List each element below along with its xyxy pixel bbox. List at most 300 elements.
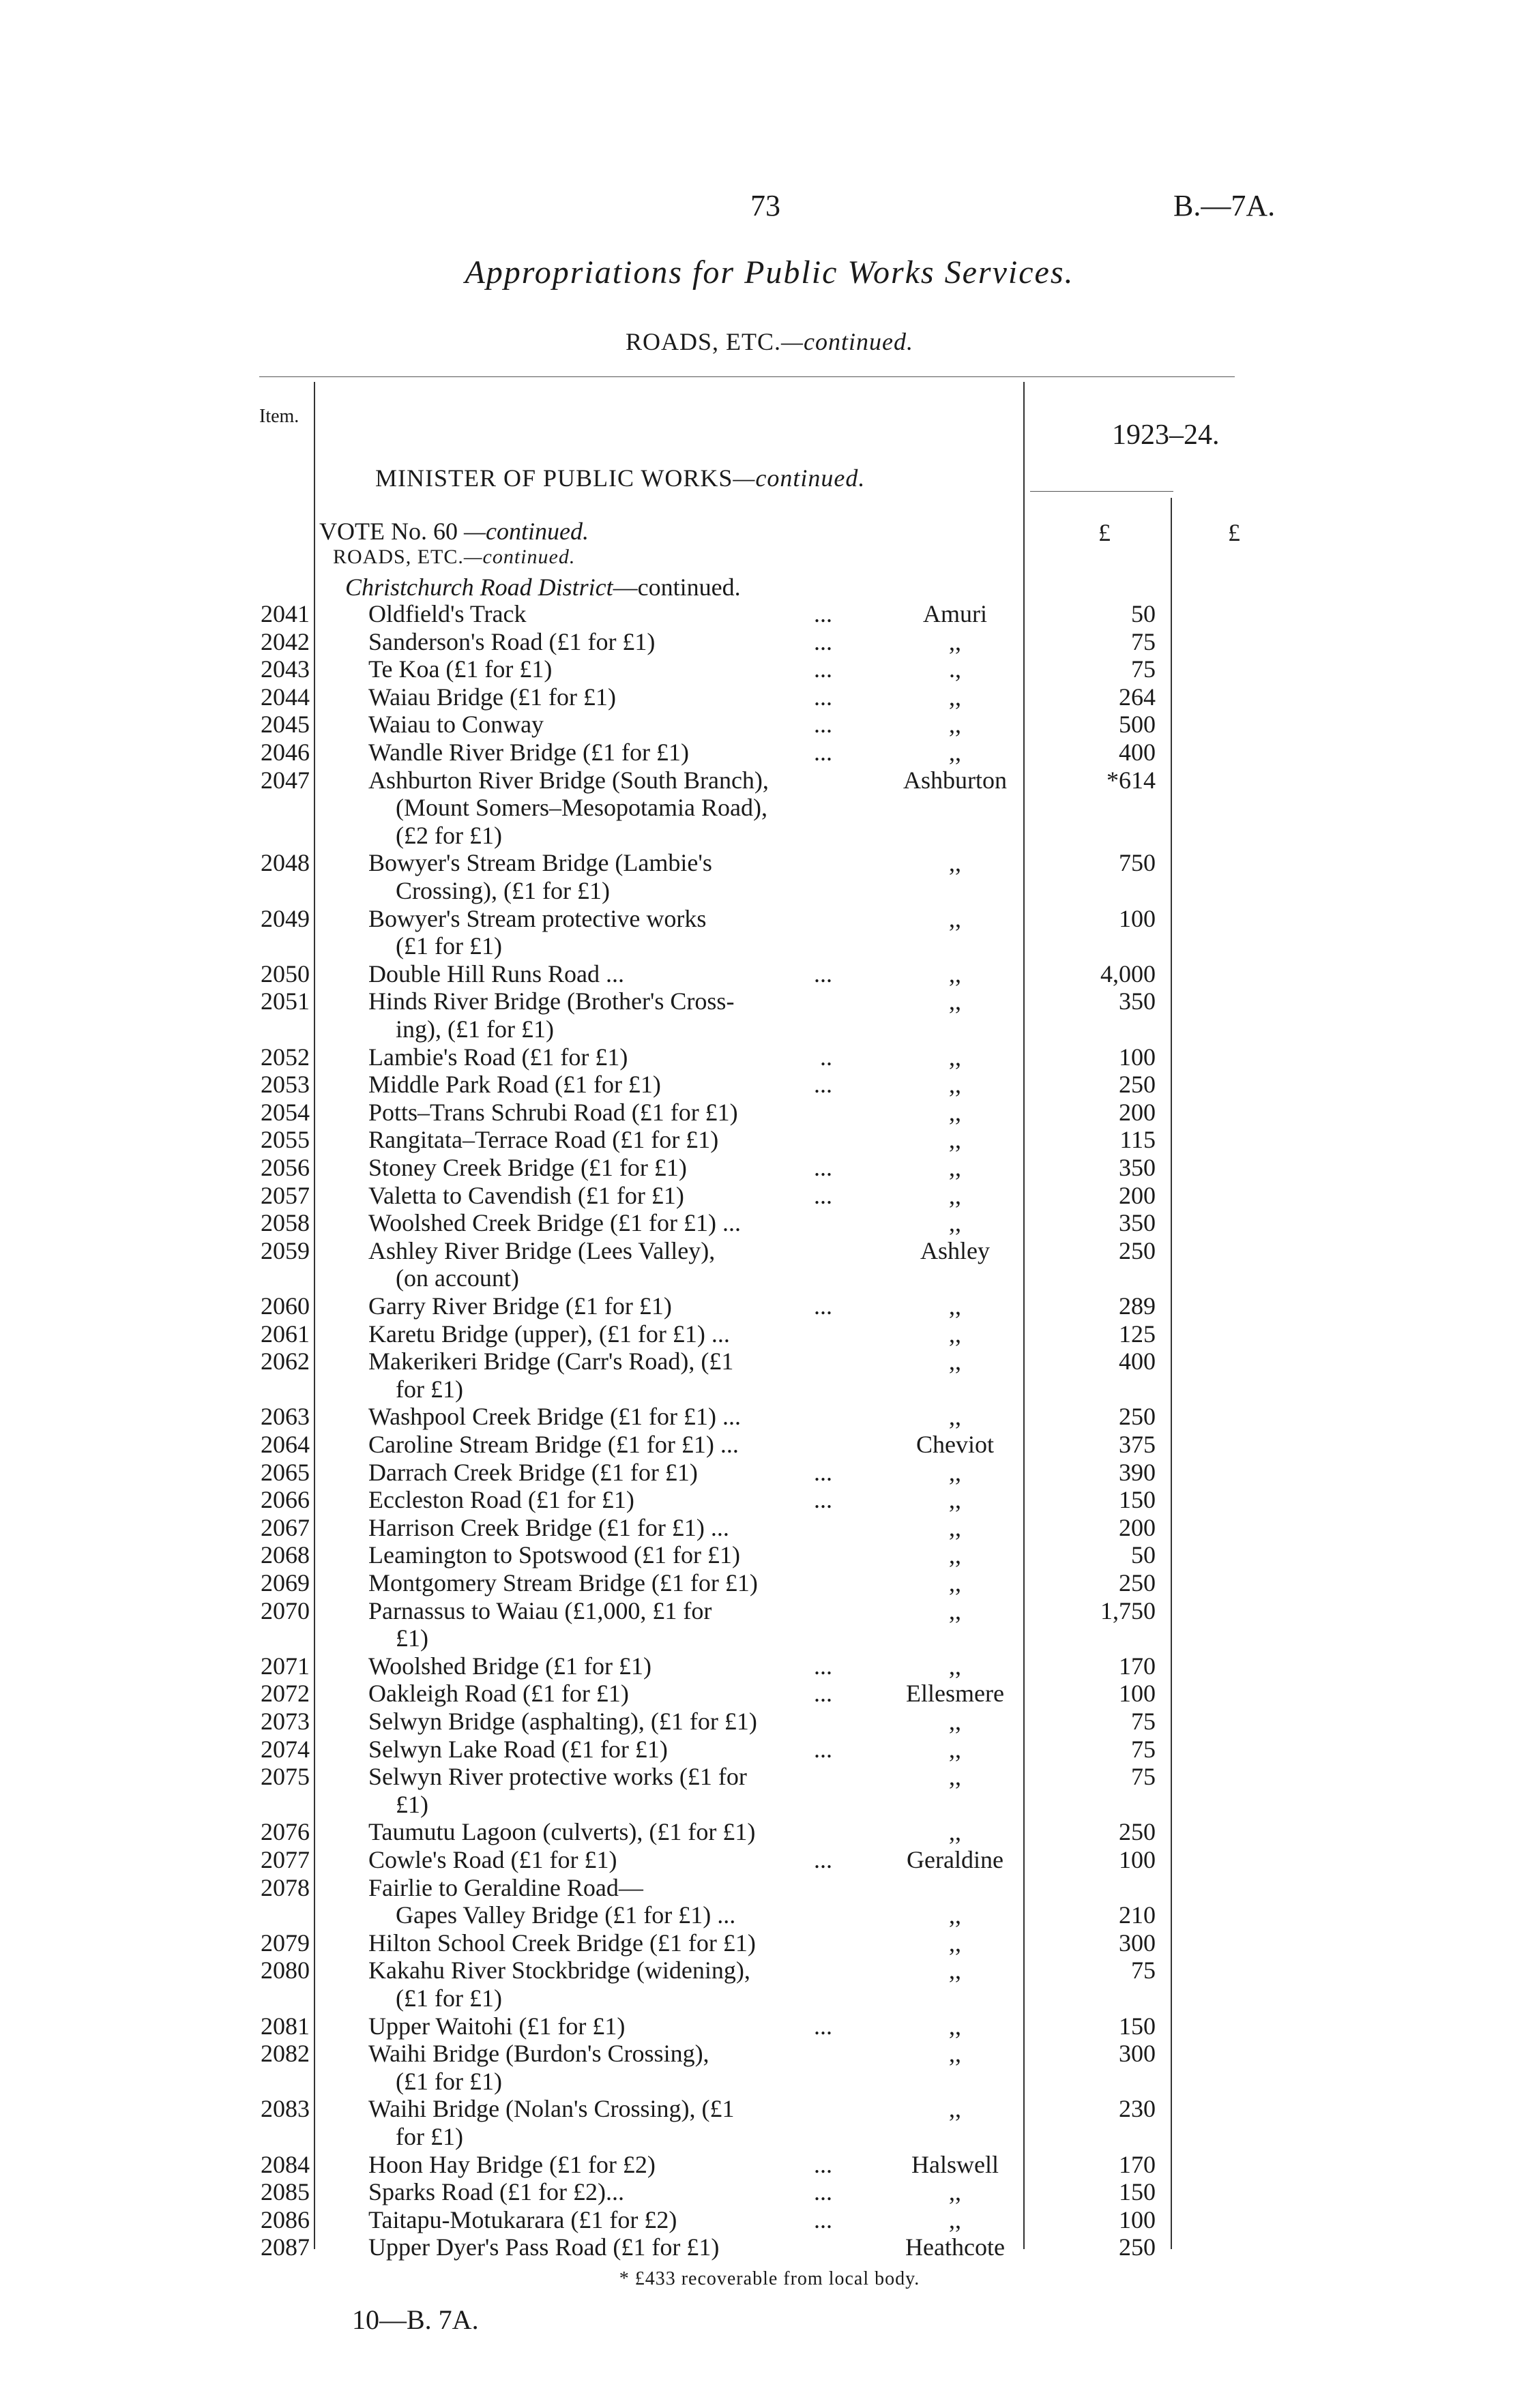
item-description-line: Middle Park Road (£1 for £1) [368, 1071, 661, 1099]
district-heading [345, 573, 741, 601]
subhead-heading [333, 546, 575, 569]
item-number: 2076 [261, 1818, 310, 1846]
table-row [0, 1736, 1539, 1763]
item-description-line: Washpool Creek Bridge (£1 for £1) ... [368, 1403, 741, 1431]
leader-dots: ... [814, 2012, 832, 2040]
table-row-continuation [0, 1901, 1539, 1929]
item-place: ,, [949, 1348, 961, 1376]
item-description-line: (£1 for £1) [396, 1985, 502, 2012]
item-number: 2045 [261, 711, 310, 739]
item-number: 2072 [261, 1680, 310, 1708]
table-row [0, 655, 1539, 683]
item-number: 2066 [261, 1486, 310, 1514]
item-place: ,, [949, 960, 961, 987]
item-amount: 75 [1131, 655, 1156, 683]
item-number: 2078 [261, 1873, 310, 1901]
footnote: * £433 recoverable from local body. [619, 2268, 920, 2289]
item-amount: 200 [1119, 1513, 1156, 1541]
currency-symbol-2: £ [1228, 519, 1240, 546]
table-row [0, 600, 1539, 627]
leader-dots: ... [814, 1680, 832, 1708]
item-place: ,, [949, 1154, 961, 1181]
item-description-line: Oldfield's Track [368, 600, 527, 627]
item-description-line: Potts–Trans Schrubi Road (£1 for £1) [368, 1098, 738, 1126]
item-description-line: Stoney Creek Bridge (£1 for £1) [368, 1154, 687, 1181]
item-number: 2041 [261, 600, 310, 627]
item-amount: 230 [1119, 2095, 1156, 2123]
item-place: ,, [949, 2178, 961, 2206]
item-place: Cheviot [916, 1431, 994, 1458]
leader-dots: ... [814, 1292, 832, 1320]
item-amount: 150 [1119, 2178, 1156, 2206]
item-number: 2046 [261, 739, 310, 766]
item-amount: 289 [1119, 1292, 1156, 1320]
item-place: Heathcote [905, 2233, 1005, 2261]
table-row [0, 1431, 1539, 1458]
leader-dots: ... [814, 1154, 832, 1181]
year-column-header: 1923–24. [1112, 419, 1220, 451]
item-amount: 300 [1119, 2040, 1156, 2068]
leader-dots: ... [814, 600, 832, 627]
item-place: ,, [949, 1652, 961, 1680]
table-row [0, 1126, 1539, 1153]
item-description-line: Gapes Valley Bridge (£1 for £1) ... [396, 1901, 736, 1929]
item-description-line: (Mount Somers–Mesopotamia Road), [396, 794, 767, 822]
table-row-continuation [0, 1264, 1539, 1292]
item-description-line: Upper Waitohi (£1 for £1) [368, 2012, 626, 2040]
leader-dots: ... [814, 1458, 832, 1486]
item-number: 2052 [261, 1043, 310, 1071]
item-amount: 100 [1119, 904, 1156, 932]
subhead-heading-text: ROADS, ETC. [333, 546, 464, 568]
table-row [0, 1071, 1539, 1098]
item-amount: 4,000 [1100, 960, 1156, 987]
item-number: 2083 [261, 2095, 310, 2123]
item-description-line: Karetu Bridge (upper), (£1 for £1) ... [368, 1320, 730, 1348]
leader-dots: ... [814, 655, 832, 683]
item-place: ,, [949, 1901, 961, 1929]
item-number: 2057 [261, 1181, 310, 1209]
item-description-line: Lambie's Road (£1 for £1) [368, 1043, 628, 1071]
leader-dots: ... [814, 2150, 832, 2178]
item-number: 2064 [261, 1431, 310, 1458]
item-description-line: Darrach Creek Bridge (£1 for £1) [368, 1458, 698, 1486]
section-title-text: ROADS, ETC. [625, 328, 782, 355]
leader-dots: ... [814, 2205, 832, 2233]
item-number: 2071 [261, 1652, 310, 1680]
leader-dots: ... [814, 1486, 832, 1514]
item-amount: 350 [1119, 987, 1156, 1015]
leader-dots: ... [814, 627, 832, 655]
item-description-line: (£1 for £1) [396, 2067, 502, 2095]
item-amount: 250 [1119, 1236, 1156, 1264]
table-row [0, 960, 1539, 987]
item-place: Halswell [911, 2150, 999, 2178]
item-description-line: Waihi Bridge (Nolan's Crossing), (£1 [368, 2095, 735, 2123]
table-row [0, 2233, 1539, 2261]
item-amount: 100 [1119, 1680, 1156, 1708]
table-row [0, 1403, 1539, 1430]
item-amount: 115 [1119, 1126, 1156, 1154]
item-description-line: (on account) [396, 1264, 519, 1292]
table-row [0, 711, 1539, 738]
vote-heading-text: VOTE No. 60 [319, 518, 458, 545]
item-number: 2044 [261, 683, 310, 711]
item-place: ,, [949, 1708, 961, 1735]
leader-dots: ... [814, 739, 832, 766]
item-number: 2070 [261, 1596, 310, 1624]
item-amount: 50 [1131, 1541, 1156, 1569]
item-amount: 350 [1119, 1209, 1156, 1237]
item-description-line: Selwyn Lake Road (£1 for £1) [368, 1735, 668, 1763]
item-place: ,, [949, 1513, 961, 1541]
item-place: ,, [949, 1763, 961, 1791]
item-description-line: (£2 for £1) [396, 821, 502, 849]
item-place: ,, [949, 1403, 961, 1431]
item-description-line: £1) [396, 1624, 428, 1652]
item-number: 2074 [261, 1735, 310, 1763]
table-row [0, 1874, 1539, 1901]
item-amount: 400 [1119, 739, 1156, 766]
leader-dots: ... [814, 1735, 832, 1763]
item-place: Geraldine [907, 1846, 1003, 1873]
vote-heading [319, 517, 589, 546]
table-row [0, 2040, 1539, 2067]
section-title-continued: —continued. [781, 328, 913, 355]
item-amount: 390 [1119, 1458, 1156, 1486]
item-place: ,, [949, 2040, 961, 2068]
table-row [0, 628, 1539, 655]
district-heading-continued: —continued. [613, 574, 741, 601]
table-row-continuation [0, 932, 1539, 960]
item-place: ,, [949, 1209, 961, 1237]
item-number: 2055 [261, 1126, 310, 1154]
item-description-line: Selwyn River protective works (£1 for [368, 1763, 747, 1791]
item-amount: 210 [1119, 1901, 1156, 1929]
table-row [0, 1680, 1539, 1707]
item-number: 2048 [261, 849, 310, 877]
item-place: ,, [949, 627, 961, 655]
table-row [0, 1348, 1539, 1375]
currency-symbol-1: £ [1098, 519, 1111, 546]
leader-dots: ... [814, 2178, 832, 2206]
item-number: 2062 [261, 1348, 310, 1376]
table-row [0, 1459, 1539, 1486]
page-number: 73 [750, 189, 780, 222]
vote-heading-continued: —continued. [457, 518, 589, 545]
table-row-continuation [0, 822, 1539, 849]
item-amount: 75 [1131, 1735, 1156, 1763]
item-amount: 200 [1119, 1098, 1156, 1126]
table-row-continuation [0, 1376, 1539, 1403]
item-number: 2054 [261, 1098, 310, 1126]
item-number: 2056 [261, 1154, 310, 1181]
item-place: ,, [949, 2205, 961, 2233]
year-header-rule [1030, 491, 1173, 492]
ministry-heading-continued: —continued. [733, 464, 866, 492]
item-amount: 170 [1119, 1652, 1156, 1680]
item-description-line: Bowyer's Stream Bridge (Lambie's [368, 849, 712, 877]
item-description-line: Wandle River Bridge (£1 for £1) [368, 739, 689, 766]
item-place: ,, [949, 1292, 961, 1320]
table-row [0, 1763, 1539, 1790]
table-row [0, 905, 1539, 932]
leader-dots: ... [814, 1846, 832, 1873]
item-description-line: Waiau to Conway [368, 711, 544, 739]
item-place: ,, [949, 1126, 961, 1154]
item-place: ,, [949, 987, 961, 1015]
ministry-heading [375, 464, 865, 492]
item-description-line: Valetta to Cavendish (£1 for £1) [368, 1181, 684, 1209]
leader-dots: ... [814, 1652, 832, 1680]
item-place: ,, [949, 739, 961, 766]
item-description-line: Fairlie to Geraldine Road— [368, 1873, 643, 1901]
table-row-continuation [0, 794, 1539, 821]
table-row [0, 1957, 1539, 1984]
item-number: 2059 [261, 1236, 310, 1264]
item-description-line: Upper Dyer's Pass Road (£1 for £1) [368, 2233, 720, 2261]
table-row [0, 1154, 1539, 1181]
item-description-line: Double Hill Runs Road ... [368, 960, 624, 987]
item-amount: 150 [1119, 2012, 1156, 2040]
item-description-line: Waiau Bridge (£1 for £1) [368, 683, 616, 711]
item-number: 2087 [261, 2233, 310, 2261]
item-number: 2043 [261, 655, 310, 683]
item-number: 2077 [261, 1846, 310, 1873]
item-description-line: for £1) [396, 1375, 463, 1403]
table-row [0, 1209, 1539, 1236]
item-amount: 300 [1119, 1929, 1156, 1957]
item-number: 2053 [261, 1071, 310, 1099]
item-place: Ashburton [903, 766, 1007, 794]
item-amount: 250 [1119, 1403, 1156, 1431]
item-place: Ellesmere [906, 1680, 1004, 1708]
item-amount: 250 [1119, 1569, 1156, 1596]
item-amount: 75 [1131, 1957, 1156, 1985]
table-row [0, 2178, 1539, 2205]
page-title: Appropriations for Public Works Services. [465, 254, 1074, 291]
item-description-line: £1) [396, 1790, 428, 1818]
item-amount: 500 [1119, 711, 1156, 739]
item-amount: 200 [1119, 1181, 1156, 1209]
district-heading-text: Christchurch Road District [345, 574, 613, 601]
item-place: ,, [949, 1541, 961, 1569]
item-description-line: (£1 for £1) [396, 932, 502, 960]
item-place: ,, [949, 1486, 961, 1514]
table-row [0, 987, 1539, 1015]
item-description-line: Garry River Bridge (£1 for £1) [368, 1292, 672, 1320]
table-row [0, 1708, 1539, 1735]
item-description-line: Caroline Stream Bridge (£1 for £1) ... [368, 1431, 739, 1458]
item-description-line: Eccleston Road (£1 for £1) [368, 1486, 634, 1514]
table-row-continuation [0, 1624, 1539, 1652]
item-description-line: Woolshed Creek Bridge (£1 for £1) ... [368, 1209, 741, 1237]
table-row [0, 1182, 1539, 1209]
item-amount: 250 [1119, 1071, 1156, 1099]
table-header-rule [259, 376, 1235, 377]
item-description-line: Makerikeri Bridge (Carr's Road), (£1 [368, 1348, 734, 1376]
item-number: 2086 [261, 2205, 310, 2233]
item-amount: 375 [1119, 1431, 1156, 1458]
table-row [0, 1818, 1539, 1845]
item-place: ,, [949, 904, 961, 932]
item-number: 2063 [261, 1403, 310, 1431]
table-row [0, 2206, 1539, 2233]
table-row [0, 2151, 1539, 2178]
item-place: ,, [949, 2012, 961, 2040]
item-number: 2050 [261, 960, 310, 987]
item-description-line: Cowle's Road (£1 for £1) [368, 1846, 617, 1873]
table-row [0, 1514, 1539, 1541]
leader-dots: ... [814, 1181, 832, 1209]
leader-dots: .. [820, 1043, 832, 1071]
table-row [0, 2012, 1539, 2040]
table-row-continuation [0, 1985, 1539, 2012]
item-amount: 75 [1131, 1708, 1156, 1735]
item-amount: 350 [1119, 1154, 1156, 1181]
table-row-continuation [0, 2123, 1539, 2150]
item-column-header: Item. [259, 406, 299, 427]
item-number: 2075 [261, 1763, 310, 1791]
item-description-line: Kakahu River Stockbridge (widening), [368, 1957, 750, 1985]
item-amount: 75 [1131, 627, 1156, 655]
item-place: ,, [949, 1735, 961, 1763]
item-amount: 750 [1119, 849, 1156, 877]
item-place: ,, [949, 1071, 961, 1099]
item-place: ., [949, 655, 961, 683]
item-description-line: Selwyn Bridge (asphalting), (£1 for £1) [368, 1708, 757, 1735]
table-row [0, 1652, 1539, 1680]
table-row [0, 683, 1539, 711]
item-amount: 125 [1119, 1320, 1156, 1348]
table-row [0, 739, 1539, 766]
item-place: ,, [949, 1596, 961, 1624]
table-row [0, 1099, 1539, 1126]
item-number: 2081 [261, 2012, 310, 2040]
item-number: 2084 [261, 2150, 310, 2178]
item-amount: 400 [1119, 1348, 1156, 1376]
item-description-line: Ashley River Bridge (Lees Valley), [368, 1236, 716, 1264]
table-row [0, 849, 1539, 876]
item-place: ,, [949, 1043, 961, 1071]
footer-reference: 10—B. 7A. [352, 2304, 479, 2335]
item-amount: 75 [1131, 1763, 1156, 1791]
leader-dots: ... [814, 960, 832, 987]
table-row-continuation [0, 877, 1539, 904]
item-amount: 100 [1119, 1043, 1156, 1071]
table-row-continuation [0, 1791, 1539, 1818]
item-number: 2049 [261, 904, 310, 932]
table-row [0, 1929, 1539, 1957]
item-amount: 150 [1119, 1486, 1156, 1514]
item-description-line: Crossing), (£1 for £1) [396, 877, 610, 904]
item-description-line: Taitapu-Motukarara (£1 for £2) [368, 2205, 677, 2233]
item-description-line: Waihi Bridge (Burdon's Crossing), [368, 2040, 709, 2068]
leader-dots: ... [814, 683, 832, 711]
item-number: 2080 [261, 1957, 310, 1985]
item-place: ,, [949, 1098, 961, 1126]
item-description-line: Ashburton River Bridge (South Branch), [368, 766, 769, 794]
item-description-line: Hoon Hay Bridge (£1 for £2) [368, 2150, 656, 2178]
item-number: 2068 [261, 1541, 310, 1569]
item-place: ,, [949, 1569, 961, 1596]
item-description-line: Hinds River Bridge (Brother's Cross- [368, 987, 735, 1015]
item-place: ,, [949, 1957, 961, 1985]
item-description-line: Hilton School Creek Bridge (£1 for £1) [368, 1929, 756, 1957]
item-number: 2065 [261, 1458, 310, 1486]
leader-dots: ... [814, 711, 832, 739]
table-row [0, 1320, 1539, 1348]
item-number: 2082 [261, 2040, 310, 2068]
table-row [0, 1541, 1539, 1569]
table-row [0, 2095, 1539, 2122]
item-description-line: for £1) [396, 2123, 463, 2150]
item-number: 2085 [261, 2178, 310, 2206]
ministry-heading-text: MINISTER OF PUBLIC WORKS [375, 464, 733, 492]
item-number: 2073 [261, 1708, 310, 1735]
item-description-line: ing), (£1 for £1) [396, 1015, 554, 1043]
item-place: ,, [949, 1320, 961, 1348]
item-number: 2067 [261, 1513, 310, 1541]
item-number: 2061 [261, 1320, 310, 1348]
item-description-line: Sparks Road (£1 for £2)... [368, 2178, 624, 2206]
item-place: ,, [949, 1181, 961, 1209]
item-number: 2042 [261, 627, 310, 655]
item-description-line: Rangitata–Terrace Road (£1 for £1) [368, 1126, 719, 1154]
section-title [0, 327, 1539, 356]
item-place: Ashley [920, 1236, 990, 1264]
item-number: 2047 [261, 766, 310, 794]
subhead-heading-continued: —continued. [463, 546, 576, 568]
item-number: 2060 [261, 1292, 310, 1320]
item-place: Amuri [923, 600, 987, 627]
item-description-line: Bowyer's Stream protective works [368, 904, 707, 932]
item-number: 2051 [261, 987, 310, 1015]
table-row [0, 1486, 1539, 1513]
table-row [0, 1292, 1539, 1320]
item-amount: 170 [1119, 2150, 1156, 2178]
item-description-line: Te Koa (£1 for £1) [368, 655, 553, 683]
item-place: ,, [949, 711, 961, 739]
item-amount: 50 [1131, 600, 1156, 627]
table-row [0, 1569, 1539, 1596]
item-amount: 250 [1119, 1818, 1156, 1846]
document-reference: B.—7A. [1173, 189, 1276, 222]
item-description-line: Taumutu Lagoon (culverts), (£1 for £1) [368, 1818, 756, 1846]
item-number: 2069 [261, 1569, 310, 1596]
item-place: ,, [949, 1458, 961, 1486]
item-amount: 1,750 [1100, 1596, 1156, 1624]
item-place: ,, [949, 1929, 961, 1957]
table-row [0, 767, 1539, 794]
table-row [0, 1237, 1539, 1264]
item-amount: 100 [1119, 2205, 1156, 2233]
table-row-continuation [0, 1015, 1539, 1043]
table-row [0, 1597, 1539, 1624]
item-description-line: Oakleigh Road (£1 for £1) [368, 1680, 629, 1708]
item-place: ,, [949, 849, 961, 877]
item-place: ,, [949, 683, 961, 711]
table-row [0, 1846, 1539, 1873]
item-amount: 264 [1119, 683, 1156, 711]
table-row [0, 1043, 1539, 1071]
item-amount: *614 [1106, 766, 1156, 794]
item-description-line: Sanderson's Road (£1 for £1) [368, 627, 656, 655]
table-row-continuation [0, 2068, 1539, 2095]
item-place: ,, [949, 1818, 961, 1846]
item-description-line: Woolshed Bridge (£1 for £1) [368, 1652, 652, 1680]
item-number: 2079 [261, 1929, 310, 1957]
